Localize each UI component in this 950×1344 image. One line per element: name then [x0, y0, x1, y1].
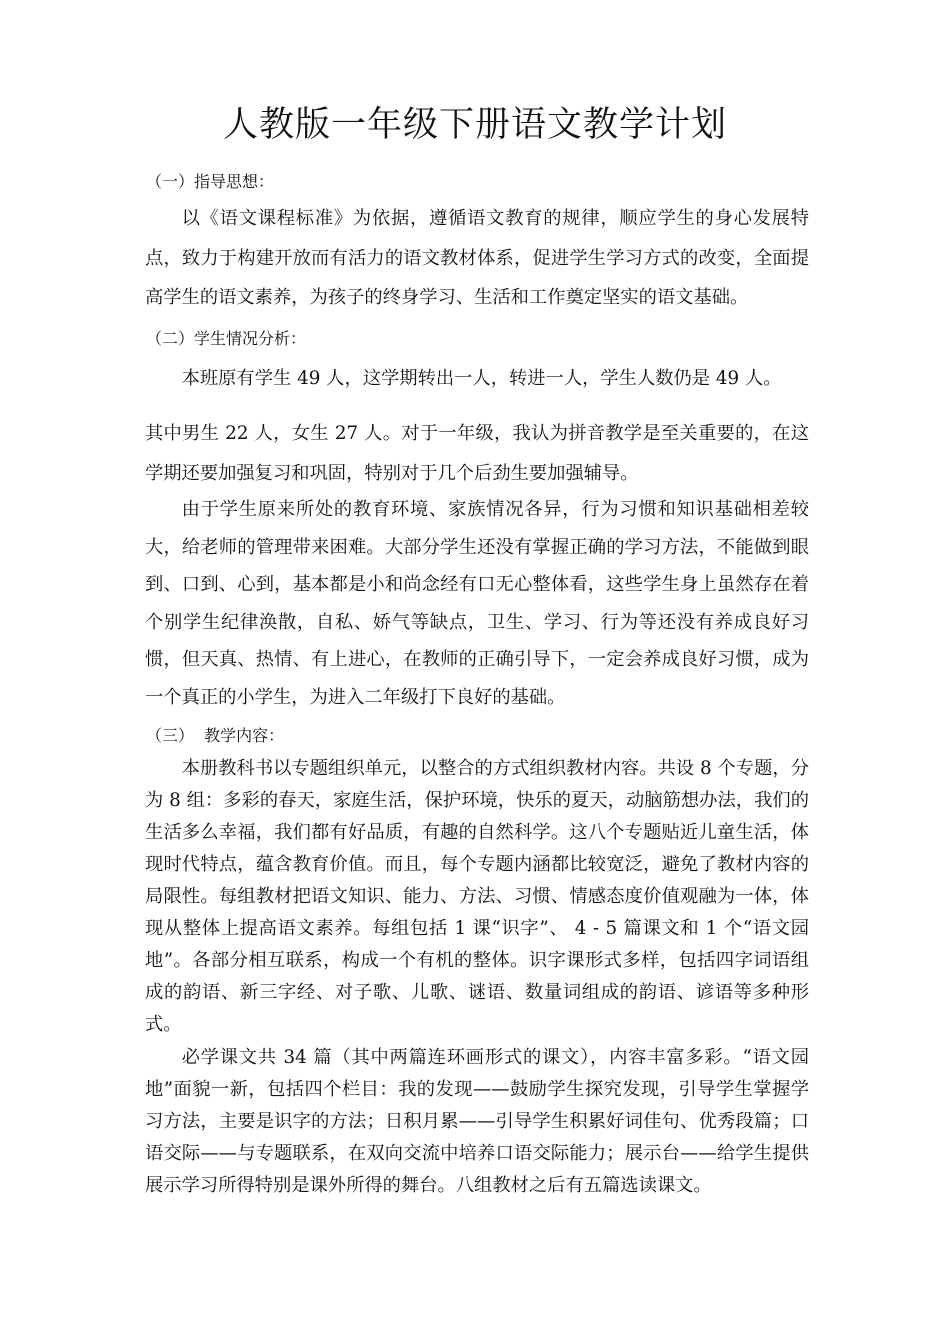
paragraph-guiding-ideology: 以《语文课程标准》为依据，遵循语文教育的规律，顺应学生的身心发展特点，致力于构建开放而有活力的语文教材体系，促进学生学习方式的改变，全面提高学生的语文素养，为孩子的终身学习、生活和工作奠定坚实的语文基础。: [145, 208, 809, 308]
document-title: 人教版一年级下册语文教学计划: [222, 105, 727, 145]
paragraph-student-gender: 其中男生 22 人，女生 27 人。对于一年级，我认为拼音教学是至关重要的，在这学期还要加强复习和巩固，特别对于几个后劲生要加强辅导。: [145, 423, 809, 484]
paragraph-student-count: 本班原有学生 49 人，这学期转出一人，转进一人，学生人数仍是 49 人。: [181, 368, 782, 389]
paragraph-required-texts: 必学课文共 34 篇（其中两篇连环画形式的课文），内容丰富多彩。“语文园地”面貌一新，包括四个栏目：我的发现——鼓励学生探究发现，引导学生掌握学习方法，主要是识字的方法；日积月累——引导学生积累好词佳句、优秀段篇；口语交际——与专题联系，在双向交流中培养口语交际能力；展示台——给学生提供展示学习所得特别是课外所得的舞台。八组教材之后有五篇选读课文。: [145, 1047, 809, 1196]
section-heading-student-analysis: （二）学生情况分析：: [146, 329, 307, 348]
paragraph-textbook-structure: 本册教科书以专题组织单元，以整合的方式组织教材内容。共设 8 个专题，分为 8 组：多彩的春天，家庭生活，保护环境，快乐的夏天，动脑筋想办法，我们的生活多么幸福，我们都有好品质，有趣的自然科学。这八个专题贴近儿童生活，体现时代特点，蕴含教育价值。而且，每个专题内涵都比较宽泛，避免了教材内容的局限性。每组教材把语文知识、能力、方法、习惯、情感态度价值观融为一体，体现从整体上提高语文素养。每组包括 1 课“识字”、 4 - 5 篇课文和 1 个“语文园地”。各部分相互联系，构成一个有机的整体。识字课形式多样，包括四字词语组成的韵语、新三字经、对子歌、儿歌、谜语、数量词组成的韵语、谚语等多种形式。: [145, 758, 809, 1035]
section-heading-teaching-content: （三） 教学内容：: [146, 726, 285, 745]
section-heading-guiding-ideology: （一）指导思想：: [146, 172, 275, 191]
paragraph-student-habits: 由于学生原来所处的教育环境、家族情况各异，行为习惯和知识基础相差较大，给老师的管理带来困难。大部分学生还没有掌握正确的学习方法，不能做到眼到、口到、心到，基本都是小和尚念经有口无心整体看，这些学生身上虽然存在着个别学生纪律涣散，自私、娇气等缺点，卫生、学习、行为等还没有养成良好习惯，但天真、热情、有上进心，在教师的正确引导下，一定会养成良好习惯，成为一个真正的小学生，为进入二年级打下良好的基础。: [145, 499, 809, 708]
